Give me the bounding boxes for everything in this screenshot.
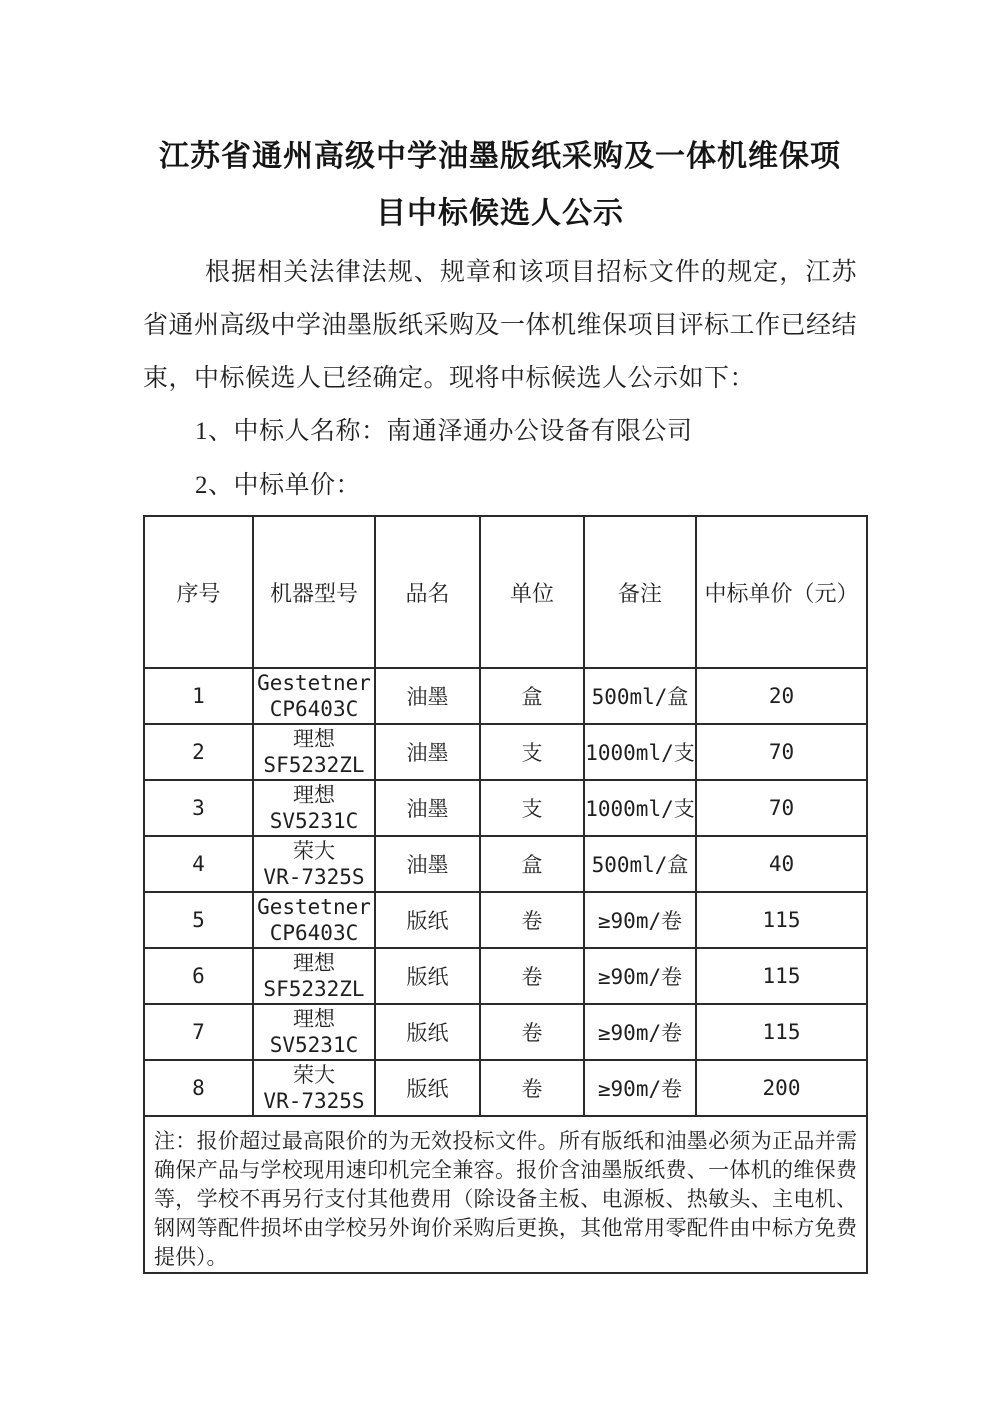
remark-cell: ≥90m/卷: [584, 1060, 696, 1116]
model-cell: [253, 1004, 375, 1060]
price-cell: 115: [696, 1004, 867, 1060]
serial-cell: 3: [144, 780, 253, 836]
serial-cell: 6: [144, 948, 253, 1004]
table-row: [144, 836, 867, 892]
remark-cell: 1000ml/支: [584, 780, 696, 836]
product-cell: 版纸: [375, 948, 480, 1004]
price-table: [143, 515, 868, 1274]
header-cell-price: 中标单价（元）: [696, 516, 867, 668]
product-cell: 版纸: [375, 1060, 480, 1116]
price-cell: 200: [696, 1060, 867, 1116]
model-line-1: 荣大: [293, 1063, 335, 1087]
model-cell: [253, 948, 375, 1004]
remark-cell: 500ml/盒: [584, 836, 696, 892]
unit-cell: 卷: [480, 892, 584, 948]
table-row: [144, 724, 867, 780]
unit-cell: 盒: [480, 668, 584, 724]
remark-cell: ≥90m/卷: [584, 1004, 696, 1060]
product-cell: 油墨: [375, 780, 480, 836]
page: [143, 0, 857, 1274]
model-line-2: SF5232ZL: [263, 977, 365, 1001]
remark-cell: 500ml/盒: [584, 668, 696, 724]
price-cell: 40: [696, 836, 867, 892]
product-cell: 版纸: [375, 892, 480, 948]
table-row: [144, 1004, 867, 1060]
serial-cell: 8: [144, 1060, 253, 1116]
intro-paragraph: 根据相关法律法规、规章和该项目招标文件的规定，江苏省通州高级中学油墨版纸采购及一体机维保项目评标工作已经结束，中标候选人已经确定。现将中标候选人公示如下：: [143, 259, 858, 392]
model-cell: [253, 724, 375, 780]
unit-cell: 卷: [480, 1060, 584, 1116]
note-cell: 注：报价超过最高限价的为无效投标文件。所有版纸和油墨必须为正品并需确保产品与学校现用速印机完全兼容。报价含油墨版纸费、一体机的维保费等，学校不再另行支付其他费用（除设备主板、电源板、热敏头、主电机、钢网等配件损坏由学校另外询价采购后更换，其他常用零配件由中标方免费提供）。: [144, 1116, 867, 1273]
table-row: [144, 948, 867, 1004]
product-cell: 版纸: [375, 1004, 480, 1060]
table-header-row: [144, 516, 867, 668]
model-line-1: 理想: [293, 1007, 335, 1031]
model-cell: [253, 892, 375, 948]
model-line-1: 荣大: [293, 839, 335, 863]
remark-cell: 1000ml/支: [584, 724, 696, 780]
table-row: [144, 1060, 867, 1116]
model-line-2: VR-7325S: [263, 865, 365, 889]
model-line-2: VR-7325S: [263, 1089, 365, 1113]
price-cell: 115: [696, 948, 867, 1004]
serial-cell: 5: [144, 892, 253, 948]
product-cell: 油墨: [375, 668, 480, 724]
winner-name-line: 1、中标人名称：南通泽通办公设备有限公司: [195, 418, 693, 445]
model-line-1: Gestetner: [257, 671, 371, 695]
price-cell: 70: [696, 724, 867, 780]
table-row: [144, 780, 867, 836]
serial-cell: 1: [144, 668, 253, 724]
model-line-1: Gestetner: [257, 895, 371, 919]
model-line-2: SV5231C: [269, 1033, 359, 1057]
remark-cell: ≥90m/卷: [584, 948, 696, 1004]
price-cell: 70: [696, 780, 867, 836]
model-line-2: SF5232ZL: [263, 753, 365, 777]
model-line-2: SV5231C: [269, 809, 359, 833]
page-title: [143, 128, 857, 242]
model-line-1: 理想: [293, 783, 335, 807]
serial-cell: 4: [144, 836, 253, 892]
title-line-2: 目中标候选人公示: [376, 197, 624, 230]
price-cell: 115: [696, 892, 867, 948]
product-cell: 油墨: [375, 724, 480, 780]
table-row: [144, 892, 867, 948]
unit-price-line: 2、中标单价：: [195, 472, 362, 499]
model-cell: [253, 1060, 375, 1116]
model-cell: [253, 836, 375, 892]
header-cell-serial: 序号: [144, 516, 253, 668]
header-cell-remark: 备注: [584, 516, 696, 668]
unit-cell: 支: [480, 780, 584, 836]
unit-cell: 卷: [480, 948, 584, 1004]
unit-cell: 盒: [480, 836, 584, 892]
remark-cell: ≥90m/卷: [584, 892, 696, 948]
unit-cell: 卷: [480, 1004, 584, 1060]
model-cell: [253, 668, 375, 724]
table-row: [144, 668, 867, 724]
table-note-row: [144, 1116, 867, 1273]
header-cell-product: 品名: [375, 516, 480, 668]
price-cell: 20: [696, 668, 867, 724]
model-line-2: CP6403C: [269, 921, 359, 945]
header-cell-model: 机器型号: [253, 516, 375, 668]
serial-cell: 2: [144, 724, 253, 780]
header-cell-unit: 单位: [480, 516, 584, 668]
model-line-2: CP6403C: [269, 697, 359, 721]
model-line-1: 理想: [293, 951, 335, 975]
title-line-1: 江苏省通州高级中学油墨版纸采购及一体机维保项: [159, 140, 841, 173]
unit-cell: 支: [480, 724, 584, 780]
product-cell: 油墨: [375, 836, 480, 892]
model-line-1: 理想: [293, 727, 335, 751]
model-cell: [253, 780, 375, 836]
serial-cell: 7: [144, 1004, 253, 1060]
